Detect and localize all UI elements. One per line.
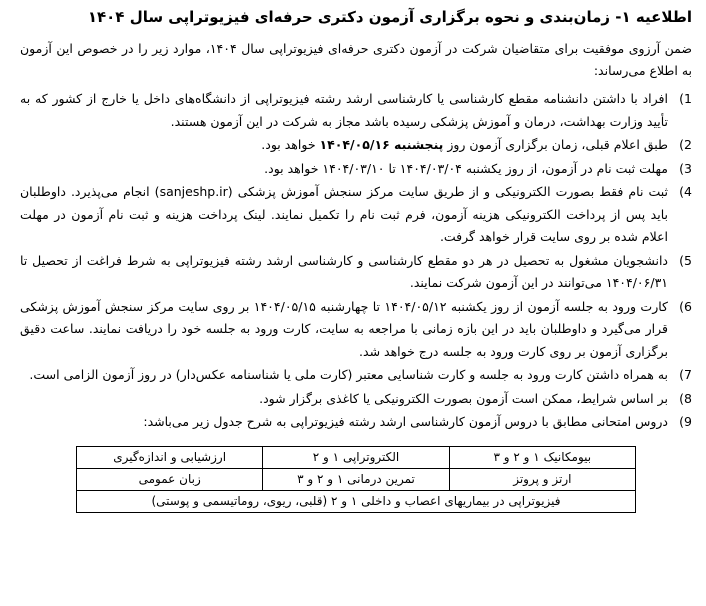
item-text: افراد با داشتن دانشنامه مقطع کارشناسی یا کارشناسی ارشد رشته فیزیوتراپی از دانشگاه‌های داخل یا خارج از کشور که به تأیید وزارت بهداشت، درمان و آموزش پزشکی رسیده باشد مجاز به شرکت در این آزمون هستند.	[20, 91, 668, 129]
list-item	[20, 250, 692, 295]
table-cell: زبان عمومی	[77, 468, 263, 490]
item-number: 8)	[679, 390, 692, 406]
item-text: بر اساس شرایط، ممکن است آزمون بصورت الکترونیکی یا کاغذی برگزار شود.	[259, 390, 668, 406]
list-item	[20, 181, 692, 249]
list-item	[20, 158, 692, 181]
list-item	[20, 88, 692, 133]
item-number: 5)	[679, 252, 692, 268]
intro-paragraph: ضمن آرزوی موفقیت برای متقاضیان شرکت در آزمون دکتری حرفه‌ای فیزیوتراپی سال ۱۴۰۴، موارد زیر را در خصوص این آزمون به اطلاع می‌رساند:	[20, 41, 692, 78]
table-cell: تمرین درمانی ۱ و ۲ و ۳	[263, 468, 449, 490]
courses-table-wrapper	[20, 446, 692, 513]
item-number: 9)	[679, 414, 692, 429]
item-number: 4)	[679, 184, 692, 199]
table-cell: بیومکانیک ۱ و ۲ و ۳	[449, 446, 635, 468]
table-row	[77, 446, 636, 468]
list-item	[20, 134, 692, 157]
item-number: 7)	[679, 367, 692, 382]
items-list	[20, 88, 692, 434]
item-text: ثبت نام فقط بصورت الکترونیکی و از طریق سایت مرکز سنجش آموزش پزشکی (sanjeshp.ir) انجام می‌پذیرد. داوطلبان باید پس از پرداخت الکترونیکی هزینه آزمون، فرم ثبت نام را تکمیل نمایند. لینک پرداخت هزینه و ثبت نام آزمون در مهلت اعلام شده بر روی سایت قرار خواهد گرفت.	[20, 184, 669, 244]
table-row	[77, 468, 636, 490]
list-item	[20, 411, 692, 434]
announcement-title: اطلاعیه ۱- زمان‌بندی و نحوه برگزاری آزمون دکتری حرفه‌ای فیزیوتراپی سال ۱۴۰۴	[87, 8, 692, 26]
list-item	[20, 296, 692, 364]
item-text-before: طبق اعلام قبلی، زمان برگزاری آزمون روز	[443, 137, 668, 152]
item-number: 6)	[679, 298, 692, 314]
item-text-after: خواهد بود.	[261, 137, 320, 152]
item-text: دروس امتحانی مطابق با دروس آزمون کارشناسی ارشد رشته فیزیوتراپی به شرح جدول زیر می‌باشد:	[143, 414, 668, 429]
list-item	[20, 364, 692, 387]
table-cell: الکتروتراپی ۱ و ۲	[263, 446, 449, 468]
exam-date-bold: پنجشنبه ۱۴۰۴/۰۵/۱۶	[319, 137, 444, 152]
table-cell: ارتز و پروتز	[449, 468, 635, 490]
item-number: 2)	[679, 137, 692, 152]
item-text: دانشجویان مشغول به تحصیل در هر دو مقطع کارشناسی و کارشناسی ارشد رشته فیزیوتراپی به شرط فراغت از تحصیل تا ۱۴۰۴/۰۶/۳۱ می‌توانند در این آزمون شرکت نمایند.	[20, 252, 668, 290]
item-text: کارت ورود به جلسه آزمون از روز یکشنبه ۱۴۰۴/۰۵/۱۲ تا چهارشنبه ۱۴۰۴/۰۵/۱۵ بر روی سایت مرکز سنجش آموزش پزشکی قرار می‌گیرد و داوطلبان باید در این بازه زمانی با مراجعه به سایت، کارت ورود به جلسه خود را دریافت نمایند. ساعت دقیق برگزاری آزمون بر روی کارت ورود به جلسه درج خواهد شد.	[20, 298, 668, 359]
list-item	[20, 388, 692, 411]
table-row	[77, 490, 636, 512]
item-number: 3)	[679, 160, 692, 176]
item-text: به همراه داشتن کارت ورود به جلسه و کارت شناسایی معتبر (کارت ملی یا شناسنامه عکس‌دار) در روز آزمون الزامی است.	[29, 367, 668, 382]
table-cell-wide: فیزیوتراپی در بیماریهای اعصاب و داخلی ۱ و ۲ (قلبی، ریوی، روماتیسمی و پوستی)	[77, 490, 636, 512]
table-cell: ارزشیابی و اندازه‌گیری	[77, 446, 263, 468]
item-text: مهلت ثبت نام در آزمون، از روز یکشنبه ۱۴۰۴/۰۳/۰۴ تا ۱۴۰۴/۰۳/۱۰ خواهد بود.	[264, 160, 668, 176]
courses-table	[76, 446, 636, 513]
item-number: 1)	[679, 91, 692, 106]
item-text	[20, 134, 668, 157]
